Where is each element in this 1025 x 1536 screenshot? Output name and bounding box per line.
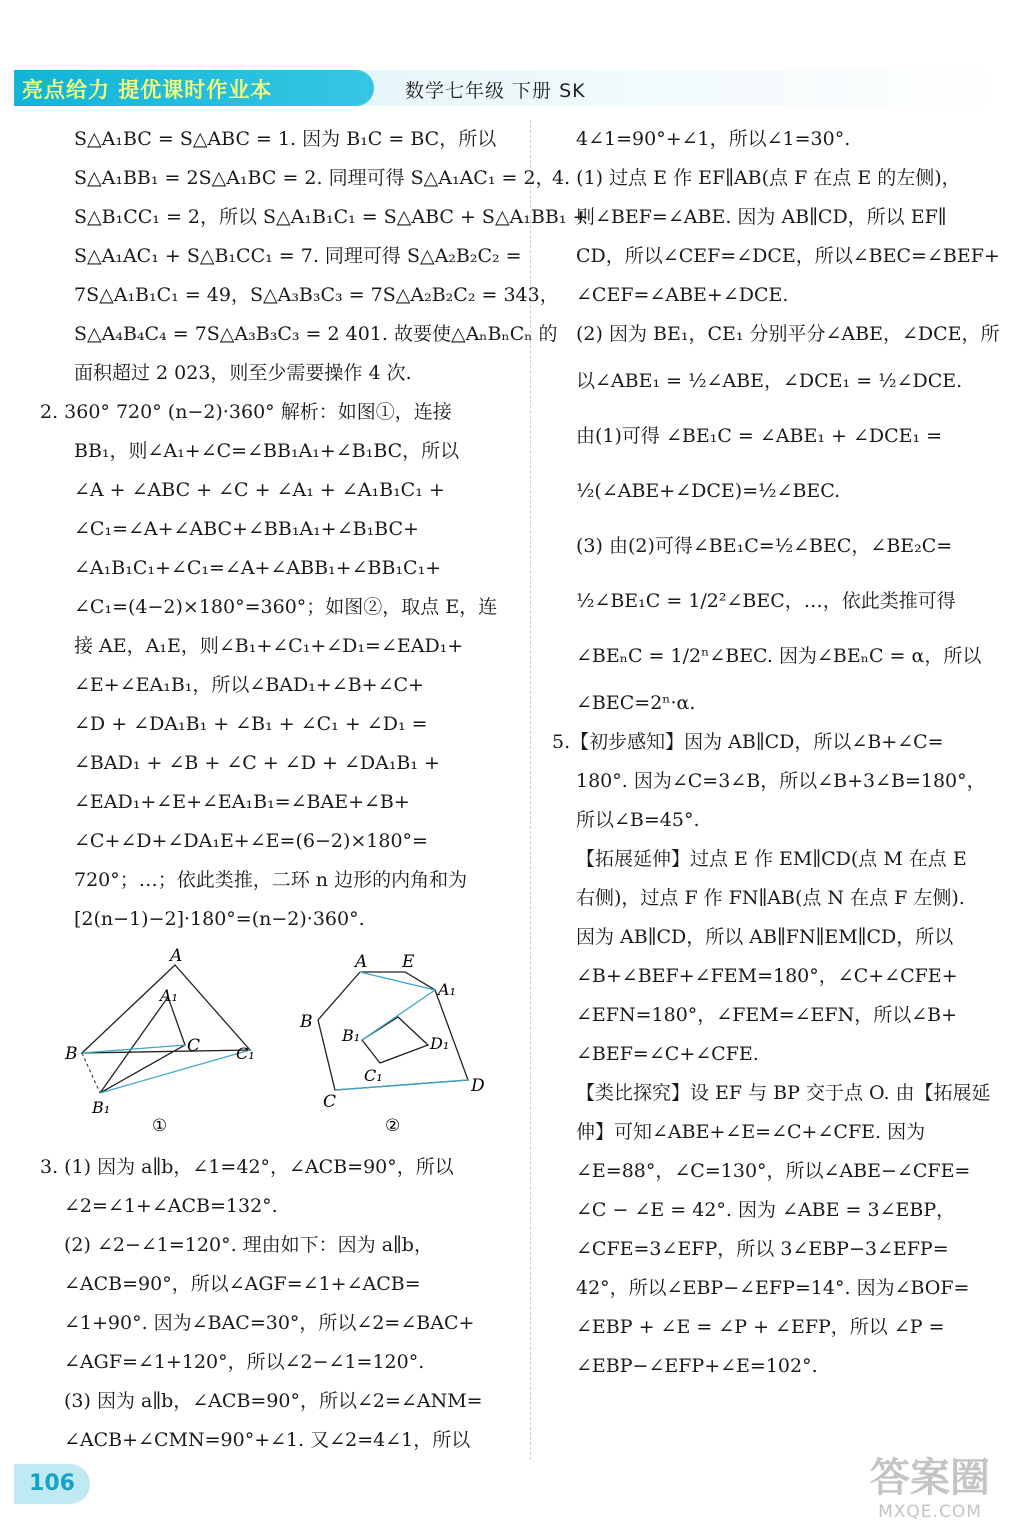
text-line: ∠CEF=∠ABE+∠DCE. — [576, 284, 789, 306]
fig2-label-b1: B₁ — [342, 1026, 361, 1045]
text-line: ∠EBP + ∠E = ∠P + ∠EFP，所以 ∠P = — [576, 1316, 945, 1338]
brand-title: 亮点给力 提优课时作业本 — [22, 78, 273, 102]
text-line: ∠C − ∠E = 42°. 因为 ∠ABE = 3∠EBP， — [576, 1199, 956, 1221]
text-line: 伸】可知∠ABE+∠E=∠C+∠CFE. 因为 — [576, 1121, 926, 1143]
text-line: ∠BAD₁ + ∠B + ∠C + ∠D + ∠DA₁B₁ + — [74, 752, 440, 774]
text-line: ∠EAD₁+∠E+∠EA₁B₁=∠BAE+∠B+ — [74, 791, 410, 813]
text-line: (2) 因为 BE₁，CE₁ 分别平分∠ABE，∠DCE，所 — [576, 323, 1000, 345]
text-line: 接 AE，A₁E，则∠B₁+∠C₁+∠D₁=∠EAD₁+ — [74, 635, 464, 657]
text-line: (3) 因为 a∥b，∠ACB=90°，所以∠2=∠ANM= — [64, 1390, 483, 1412]
text-line: 以∠ABE₁ = ½∠ABE，∠DCE₁ = ½∠DCE. — [576, 370, 963, 392]
text-line: BB₁，则∠A₁+∠C=∠BB₁A₁+∠B₁BC，所以 — [74, 440, 460, 462]
fig1-label-a1: A₁ — [160, 986, 178, 1005]
text-line: 180°. 因为∠C=3∠B，所以∠B+3∠B=180°， — [576, 770, 986, 792]
text-line: ∠CFE=3∠EFP，所以 3∠EBP−3∠EFP= — [576, 1238, 949, 1260]
text-line: [2(n−1)−2]·180°=(n−2)·360°. — [74, 908, 365, 930]
subject-title: 数学七年级 下册 SK — [405, 80, 586, 102]
right-column — [552, 120, 1022, 1386]
text-line: 7S△A₁B₁C₁ = 49，S△A₃B₃C₃ = 7S△A₂B₂C₂ = 343， — [74, 284, 559, 306]
left-column — [40, 120, 589, 939]
text-line: ∠B+∠BEF+∠FEM=180°，∠C+∠CFE+ — [576, 965, 958, 987]
text-line: 720°；…；依此类推，二环 n 边形的内角和为 — [74, 869, 468, 891]
text-line: S△B₁CC₁ = 2，所以 S△A₁B₁C₁ = S△ABC + S△A₁BB₁ + — [74, 206, 589, 228]
fig2-label-a: A — [355, 952, 368, 972]
text-line: ∠BEₙC = 1/2ⁿ∠BEC. 因为∠BEₙC = α，所以 — [576, 645, 982, 667]
fig2-label-c1: C₁ — [364, 1066, 383, 1085]
text-line: 所以∠B=45°. — [576, 809, 700, 831]
text-line: S△A₄B₄C₄ = 7S△A₃B₃C₃ = 2 401. 故要使△AₙBₙCₙ 的 — [74, 323, 558, 345]
question-4-start: 4. (1) 过点 E 作 EF∥AB(点 F 在点 E 的左侧)， — [552, 167, 961, 189]
left-column-lower — [40, 1148, 510, 1460]
fig2-label-e: E — [402, 952, 415, 972]
text-line: CD，所以∠CEF=∠DCE，所以∠BEC=∠BEF+ — [576, 245, 1000, 267]
fig2-label-d: D — [471, 1076, 485, 1096]
text-line: ∠E=88°，∠C=130°，所以∠ABE−∠CFE= — [576, 1160, 971, 1182]
text-line: 则∠BEF=∠ABE. 因为 AB∥CD，所以 EF∥ — [576, 206, 947, 228]
page-number: 106 — [14, 1464, 90, 1504]
watermark-line2: MXQE.COM — [878, 1502, 982, 1522]
text-line: ∠EBP−∠EFP+∠E=102°. — [576, 1355, 818, 1377]
text-line: S△A₁BB₁ = 2S△A₁BC = 2. 同理可得 S△A₁AC₁ = 2， — [74, 167, 555, 189]
fig1-label-b: B — [65, 1044, 78, 1064]
fig1-label-c1: C₁ — [236, 1044, 255, 1063]
text-line: ∠D + ∠DA₁B₁ + ∠B₁ + ∠C₁ + ∠D₁ = — [74, 713, 428, 735]
text-line: 面积超过 2 023，则至少需要操作 4 次. — [74, 362, 412, 384]
text-line: ∠EFN=180°，∠FEM=∠EFN，所以∠B+ — [576, 1004, 958, 1026]
text-line: ∠A₁B₁C₁+∠C₁=∠A+∠ABB₁+∠BB₁C₁+ — [74, 557, 442, 579]
watermark-logo — [840, 1455, 1020, 1535]
fig1-label-a: A — [170, 946, 183, 966]
question-2-start: 2. 360° 720° (n−2)·360° 解析：如图①，连接 — [40, 401, 452, 423]
text-line: (3) 由(2)可得∠BE₁C=½∠BEC，∠BE₂C= — [576, 535, 953, 557]
text-line: ∠BEF=∠C+∠CFE. — [576, 1043, 759, 1065]
text-line: 42°，所以∠EBP−∠EFP=14°. 因为∠BOF= — [576, 1277, 970, 1299]
text-line: ½∠BE₁C = 1/2²∠BEC，…，依此类推可得 — [576, 590, 956, 612]
text-line: 右侧)，过点 F 作 FN∥AB(点 N 在点 F 左侧). — [576, 887, 965, 909]
text-line: S△A₁AC₁ + S△B₁CC₁ = 7. 同理可得 S△A₂B₂C₂ = — [74, 245, 522, 267]
text-line: ∠ACB+∠CMN=90°+∠1. 又∠2=4∠1，所以 — [64, 1429, 471, 1451]
text-line: ∠1+90°. 因为∠BAC=30°，所以∠2=∠BAC+ — [64, 1312, 475, 1334]
question-3-start: 3. (1) 因为 a∥b，∠1=42°，∠ACB=90°，所以 — [40, 1156, 454, 1178]
text-line: ∠C₁=∠A+∠ABC+∠BB₁A₁+∠B₁BC+ — [74, 518, 419, 540]
fig2-label-d1: D₁ — [430, 1034, 450, 1053]
text-line: ∠2=∠1+∠ACB=132°. — [64, 1195, 278, 1217]
text-line: ∠C+∠D+∠DA₁E+∠E=(6−2)×180°= — [74, 830, 428, 852]
fig1-caption: ① — [152, 1116, 168, 1136]
text-line: 4∠1=90°+∠1，所以∠1=30°. — [576, 128, 851, 150]
text-line: ∠BEC=2ⁿ·α. — [576, 692, 696, 714]
fig2-label-a1: A₁ — [438, 980, 456, 999]
text-line: 【拓展延伸】过点 E 作 EM∥CD(点 M 在点 E — [576, 848, 967, 870]
figure-2 — [299, 952, 485, 1136]
text-line: ∠AGF=∠1+120°，所以∠2−∠1=120°. — [64, 1351, 425, 1373]
text-line: 因为 AB∥CD，所以 AB∥FN∥EM∥CD，所以 — [576, 926, 954, 948]
text-line: (2) ∠2−∠1=120°. 理由如下：因为 a∥b， — [64, 1234, 433, 1256]
text-line: ∠E+∠EA₁B₁，所以∠BAD₁+∠B+∠C+ — [74, 674, 424, 696]
question-5-start: 5.【初步感知】因为 AB∥CD，所以∠B+∠C= — [552, 731, 944, 753]
watermark-line1: 答案圈 — [870, 1455, 990, 1501]
fig2-label-c: C — [323, 1092, 337, 1112]
text-line: 由(1)可得 ∠BE₁C = ∠ABE₁ + ∠DCE₁ = — [576, 425, 943, 447]
fig1-label-b1: B₁ — [92, 1098, 111, 1117]
fig2-caption: ② — [385, 1116, 401, 1136]
figure-1 — [64, 946, 255, 1136]
text-line: S△A₁BC = S△ABC = 1. 因为 B₁C = BC，所以 — [74, 128, 497, 150]
fig1-label-c: C — [187, 1036, 201, 1056]
text-line: ∠ACB=90°，所以∠AGF=∠1+∠ACB= — [64, 1273, 421, 1295]
text-line: ½(∠ABE+∠DCE)=½∠BEC. — [576, 480, 841, 502]
text-line: 【类比探究】设 EF 与 BP 交于点 O. 由【拓展延 — [576, 1082, 991, 1104]
figures — [60, 945, 520, 1140]
fig2-label-b: B — [300, 1012, 313, 1032]
text-line: ∠A + ∠ABC + ∠C + ∠A₁ + ∠A₁B₁C₁ + — [74, 479, 445, 501]
text-line: ∠C₁=(4−2)×180°=360°；如图②，取点 E，连 — [74, 596, 498, 618]
